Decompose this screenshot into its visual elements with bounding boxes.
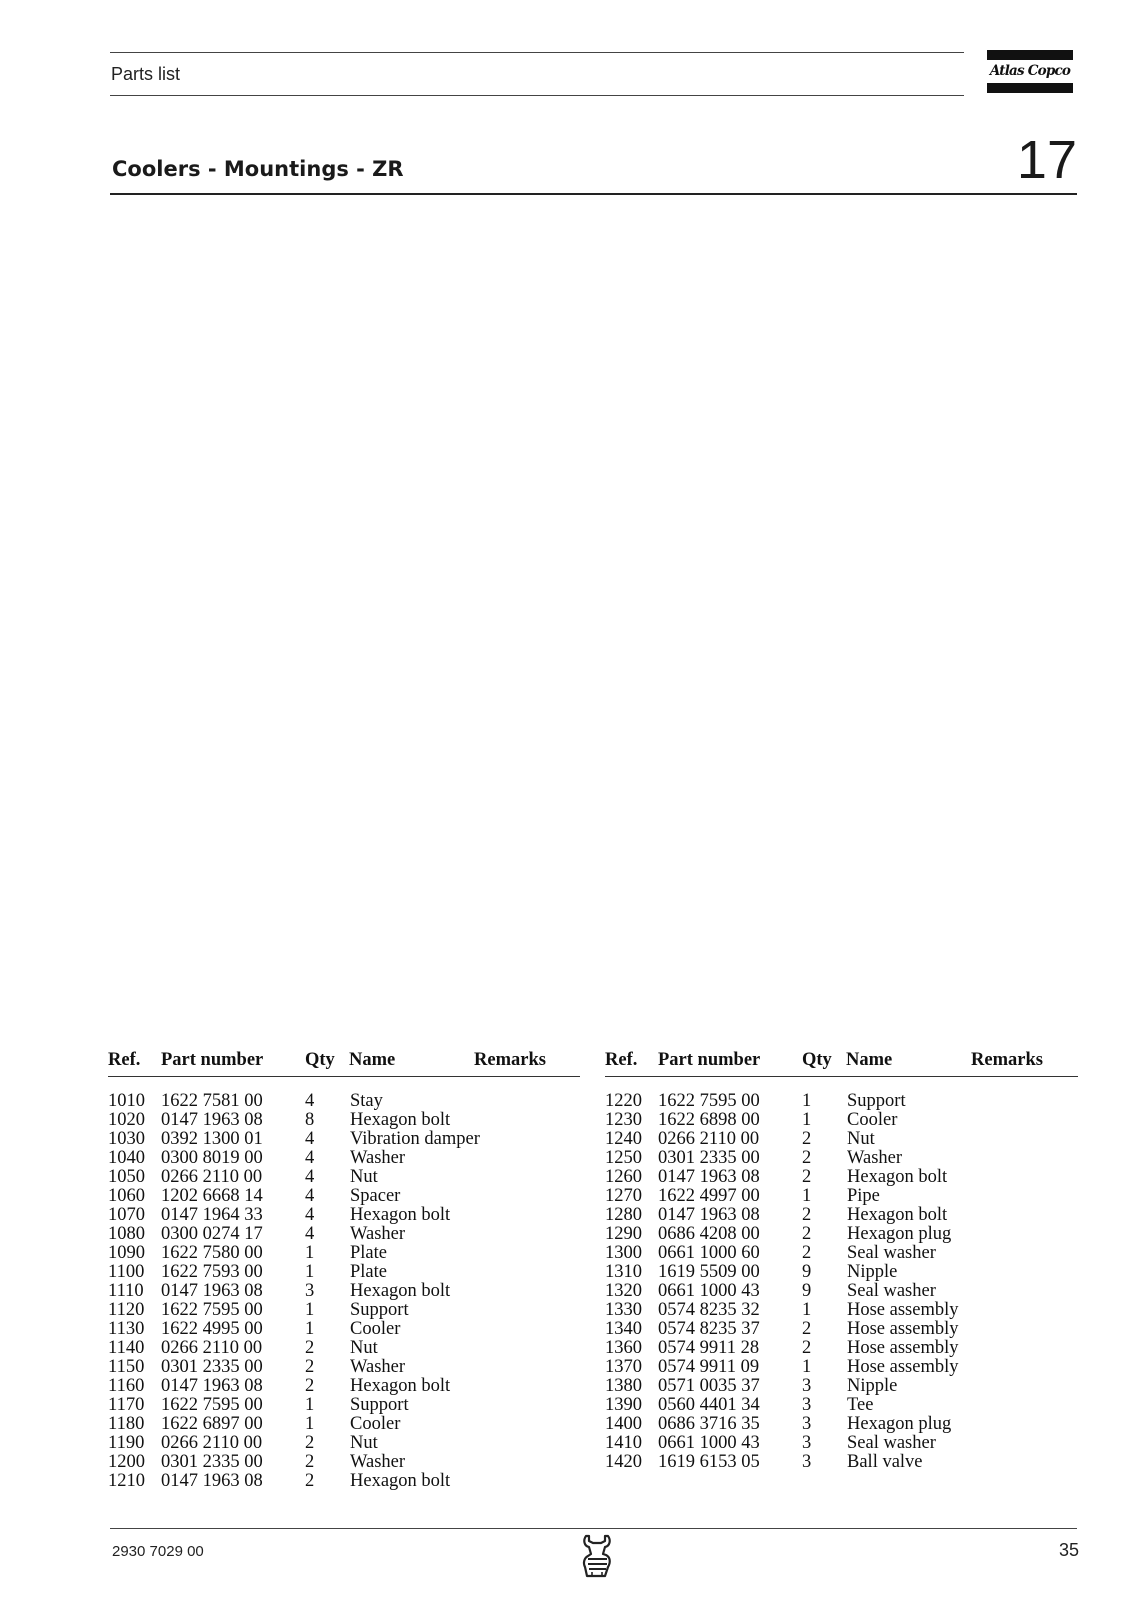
header-name: Name	[846, 1050, 893, 1070]
section-number: 17	[1016, 130, 1077, 190]
cell-ref: 1390	[605, 1395, 642, 1415]
cell-ref: 1340	[605, 1319, 642, 1339]
page-number: 35	[1058, 1540, 1079, 1560]
cell-name: Washer	[350, 1224, 406, 1244]
cell-name: Cooler	[350, 1319, 401, 1339]
cell-name: Stay	[350, 1091, 383, 1111]
table-row	[605, 1092, 1078, 1111]
cell-qty: 8	[305, 1110, 315, 1130]
cell-name: Hose assembly	[847, 1338, 959, 1358]
parts-table-left	[108, 1050, 580, 1491]
cell-qty: 3	[802, 1452, 812, 1472]
cell-qty: 1	[305, 1300, 315, 1320]
cell-ref: 1090	[108, 1243, 145, 1263]
footer-rule	[110, 1528, 1077, 1529]
cell-qty: 1	[305, 1243, 315, 1263]
cell-qty: 1	[305, 1395, 315, 1415]
cell-ref: 1300	[605, 1243, 642, 1263]
cell-part-number: 0560 4401 34	[658, 1395, 760, 1415]
cell-name: Plate	[350, 1262, 387, 1282]
cell-ref: 1170	[108, 1395, 145, 1415]
cell-name: Pipe	[847, 1186, 880, 1206]
cell-part-number: 0147 1964 33	[161, 1205, 263, 1225]
table-row	[605, 1377, 1078, 1396]
cell-name: Hose assembly	[847, 1319, 959, 1339]
cell-name: Cooler	[847, 1110, 898, 1130]
cell-part-number: 1619 6153 05	[658, 1452, 760, 1472]
table-row	[108, 1225, 580, 1244]
cell-name: Washer	[350, 1452, 406, 1472]
section-rule	[110, 193, 1077, 195]
cell-ref: 1190	[108, 1433, 145, 1453]
cell-qty: 2	[305, 1471, 315, 1491]
cell-name: Seal washer	[847, 1243, 936, 1263]
cell-qty: 4	[305, 1224, 315, 1244]
cell-qty: 9	[802, 1262, 812, 1282]
cell-ref: 1320	[605, 1281, 642, 1301]
cell-ref: 1050	[108, 1167, 145, 1187]
table-row	[108, 1168, 580, 1187]
cell-qty: 1	[802, 1186, 812, 1206]
table-row	[108, 1092, 580, 1111]
cell-part-number: 1622 7595 00	[658, 1091, 760, 1111]
cell-name: Nut	[350, 1433, 378, 1453]
cell-part-number: 1622 6898 00	[658, 1110, 760, 1130]
cell-qty: 2	[802, 1319, 812, 1339]
cell-ref: 1260	[605, 1167, 642, 1187]
cell-qty: 2	[802, 1129, 812, 1149]
cell-part-number: 1622 7593 00	[161, 1262, 263, 1282]
wrench-hand-icon	[578, 1532, 618, 1580]
cell-qty: 4	[305, 1205, 315, 1225]
header-remarks: Remarks	[474, 1050, 546, 1070]
cell-part-number: 1622 7581 00	[161, 1091, 263, 1111]
table-row	[605, 1130, 1078, 1149]
cell-qty: 4	[305, 1129, 315, 1149]
cell-ref: 1380	[605, 1376, 642, 1396]
cell-qty: 3	[802, 1395, 812, 1415]
cell-part-number: 0266 2110 00	[161, 1433, 263, 1453]
cell-ref: 1270	[605, 1186, 642, 1206]
cell-qty: 1	[802, 1357, 812, 1377]
document-number: 2930 7029 00	[112, 1543, 204, 1560]
cell-part-number: 1622 4995 00	[161, 1319, 263, 1339]
cell-ref: 1080	[108, 1224, 145, 1244]
table-row	[108, 1434, 580, 1453]
cell-qty: 1	[802, 1110, 812, 1130]
cell-name: Hexagon bolt	[350, 1205, 451, 1225]
cell-part-number: 0301 2335 00	[658, 1148, 760, 1168]
cell-ref: 1160	[108, 1376, 145, 1396]
cell-name: Washer	[847, 1148, 903, 1168]
cell-qty: 1	[305, 1262, 315, 1282]
cell-ref: 1400	[605, 1414, 642, 1434]
cell-name: Nipple	[847, 1376, 898, 1396]
cell-ref: 1280	[605, 1205, 642, 1225]
section-title: Coolers - Mountings - ZR	[112, 157, 404, 181]
cell-qty: 3	[802, 1376, 812, 1396]
cell-name: Washer	[350, 1357, 406, 1377]
brand-logo	[987, 50, 1073, 94]
table-row	[605, 1301, 1078, 1320]
cell-qty: 3	[305, 1281, 315, 1301]
cell-name: Seal washer	[847, 1281, 936, 1301]
table-row	[108, 1206, 580, 1225]
cell-part-number: 0574 9911 09	[658, 1357, 760, 1377]
table-row	[108, 1130, 580, 1149]
cell-part-number: 0300 8019 00	[161, 1148, 263, 1168]
table-row	[605, 1187, 1078, 1206]
cell-part-number: 0661 1000 43	[658, 1433, 760, 1453]
cell-ref: 1210	[108, 1471, 145, 1491]
cell-part-number: 0392 1300 01	[161, 1129, 263, 1149]
cell-qty: 1	[305, 1319, 315, 1339]
cell-qty: 2	[305, 1357, 315, 1377]
table-row	[605, 1206, 1078, 1225]
header-ref: Ref.	[605, 1050, 638, 1070]
cell-ref: 1070	[108, 1205, 145, 1225]
header-top-rule	[110, 52, 964, 53]
cell-ref: 1030	[108, 1129, 145, 1149]
cell-name: Hexagon bolt	[350, 1281, 451, 1301]
cell-qty: 2	[802, 1224, 812, 1244]
cell-ref: 1330	[605, 1300, 642, 1320]
cell-part-number: 0301 2335 00	[161, 1357, 263, 1377]
cell-qty: 1	[305, 1414, 315, 1434]
cell-name: Washer	[350, 1148, 406, 1168]
cell-ref: 1230	[605, 1110, 642, 1130]
cell-ref: 1420	[605, 1452, 642, 1472]
header-remarks: Remarks	[971, 1050, 1043, 1070]
cell-qty: 1	[802, 1300, 812, 1320]
cell-name: Tee	[847, 1395, 874, 1415]
cell-ref: 1100	[108, 1262, 145, 1282]
table-row	[605, 1111, 1078, 1130]
table-row	[605, 1282, 1078, 1301]
cell-ref: 1040	[108, 1148, 145, 1168]
cell-ref: 1370	[605, 1357, 642, 1377]
table-row	[605, 1339, 1078, 1358]
cell-part-number: 0147 1963 08	[658, 1167, 760, 1187]
cell-qty: 2	[802, 1243, 812, 1263]
table-row	[605, 1358, 1078, 1377]
table-row	[605, 1434, 1078, 1453]
cell-qty: 2	[802, 1205, 812, 1225]
table-rows	[108, 1092, 580, 1491]
cell-part-number: 0147 1963 08	[161, 1376, 263, 1396]
cell-ref: 1060	[108, 1186, 145, 1206]
cell-part-number: 0574 9911 28	[658, 1338, 760, 1358]
table-row	[605, 1263, 1078, 1282]
cell-part-number: 0661 1000 60	[658, 1243, 760, 1263]
table-row	[108, 1320, 580, 1339]
cell-part-number: 1622 7595 00	[161, 1300, 263, 1320]
cell-qty: 2	[305, 1433, 315, 1453]
cell-part-number: 0686 3716 35	[658, 1414, 760, 1434]
cell-name: Nut	[350, 1338, 378, 1358]
cell-qty: 2	[802, 1167, 812, 1187]
table-row	[108, 1282, 580, 1301]
logo-wordmark: Atlas Copco	[989, 63, 1071, 79]
header-name: Name	[349, 1050, 396, 1070]
cell-part-number: 0574 8235 32	[658, 1300, 760, 1320]
cell-name: Seal washer	[847, 1433, 936, 1453]
cell-qty: 9	[802, 1281, 812, 1301]
header-part-number: Part number	[161, 1050, 264, 1070]
table-row	[605, 1453, 1078, 1472]
cell-qty: 3	[802, 1433, 812, 1453]
cell-ref: 1150	[108, 1357, 145, 1377]
header-title: Parts list	[111, 64, 181, 84]
table-row	[605, 1320, 1078, 1339]
cell-name: Hexagon bolt	[847, 1205, 948, 1225]
table-row	[605, 1396, 1078, 1415]
cell-name: Hexagon bolt	[350, 1471, 451, 1491]
table-row	[605, 1415, 1078, 1434]
cell-qty: 2	[802, 1338, 812, 1358]
table-row	[108, 1453, 580, 1472]
cell-name: Hexagon bolt	[350, 1110, 451, 1130]
table-row	[605, 1149, 1078, 1168]
cell-part-number: 0571 0035 37	[658, 1376, 760, 1396]
cell-part-number: 0147 1963 08	[161, 1110, 263, 1130]
cell-ref: 1310	[605, 1262, 642, 1282]
cell-name: Support	[350, 1395, 409, 1415]
header-bottom-rule	[110, 95, 964, 96]
cell-part-number: 1622 7595 00	[161, 1395, 263, 1415]
cell-name: Nut	[847, 1129, 875, 1149]
cell-ref: 1240	[605, 1129, 642, 1149]
cell-qty: 4	[305, 1091, 315, 1111]
table-row	[108, 1187, 580, 1206]
table-row	[108, 1111, 580, 1130]
cell-ref: 1120	[108, 1300, 145, 1320]
cell-qty: 2	[802, 1148, 812, 1168]
cell-ref: 1140	[108, 1338, 145, 1358]
parts-table-right	[605, 1050, 1078, 1472]
cell-part-number: 0686 4208 00	[658, 1224, 760, 1244]
cell-name: Hexagon bolt	[847, 1167, 948, 1187]
cell-name: Spacer	[350, 1186, 401, 1206]
cell-qty: 2	[305, 1376, 315, 1396]
cell-ref: 1020	[108, 1110, 145, 1130]
table-row	[108, 1377, 580, 1396]
table-row	[108, 1263, 580, 1282]
cell-part-number: 0266 2110 00	[161, 1167, 263, 1187]
cell-name: Ball valve	[847, 1452, 923, 1472]
cell-name: Hexagon plug	[847, 1224, 952, 1244]
table-rows	[605, 1092, 1078, 1472]
cell-ref: 1410	[605, 1433, 642, 1453]
cell-ref: 1130	[108, 1319, 145, 1339]
table-row	[605, 1225, 1078, 1244]
table-row	[108, 1472, 580, 1491]
cell-ref: 1010	[108, 1091, 145, 1111]
cell-part-number: 0661 1000 43	[658, 1281, 760, 1301]
cell-ref: 1220	[605, 1091, 642, 1111]
cell-part-number: 0147 1963 08	[658, 1205, 760, 1225]
table-header	[108, 1050, 580, 1077]
table-row	[108, 1358, 580, 1377]
cell-qty: 2	[305, 1338, 315, 1358]
cell-qty: 4	[305, 1167, 315, 1187]
cell-qty: 3	[802, 1414, 812, 1434]
table-row	[108, 1415, 580, 1434]
logo-bar-bottom	[987, 83, 1073, 93]
table-row	[108, 1149, 580, 1168]
table-row	[605, 1168, 1078, 1187]
cell-name: Hexagon plug	[847, 1414, 952, 1434]
cell-part-number: 0574 8235 37	[658, 1319, 760, 1339]
cell-part-number: 0147 1963 08	[161, 1281, 263, 1301]
cell-ref: 1110	[108, 1281, 144, 1301]
cell-part-number: 1622 6897 00	[161, 1414, 263, 1434]
cell-qty: 4	[305, 1148, 315, 1168]
cell-ref: 1360	[605, 1338, 642, 1358]
cell-name: Nut	[350, 1167, 378, 1187]
cell-part-number: 0301 2335 00	[161, 1452, 263, 1472]
table-row	[108, 1301, 580, 1320]
cell-part-number: 0266 2110 00	[658, 1129, 760, 1149]
cell-name: Hexagon bolt	[350, 1376, 451, 1396]
cell-name: Cooler	[350, 1414, 401, 1434]
cell-name: Support	[350, 1300, 409, 1320]
header-ref: Ref.	[108, 1050, 141, 1070]
cell-ref: 1180	[108, 1414, 145, 1434]
cell-ref: 1200	[108, 1452, 145, 1472]
cell-name: Hose assembly	[847, 1357, 959, 1377]
cell-part-number: 1622 4997 00	[658, 1186, 760, 1206]
table-row	[108, 1244, 580, 1263]
table-row	[605, 1244, 1078, 1263]
cell-qty: 2	[305, 1452, 315, 1472]
header-part-number: Part number	[658, 1050, 761, 1070]
table-row	[108, 1396, 580, 1415]
logo-bar-top	[987, 50, 1073, 60]
header-qty: Qty	[305, 1050, 335, 1070]
cell-name: Plate	[350, 1243, 387, 1263]
table-row	[108, 1339, 580, 1358]
cell-part-number: 0147 1963 08	[161, 1471, 263, 1491]
cell-name: Hose assembly	[847, 1300, 959, 1320]
cell-part-number: 0266 2110 00	[161, 1338, 263, 1358]
cell-ref: 1290	[605, 1224, 642, 1244]
cell-part-number: 1619 5509 00	[658, 1262, 760, 1282]
cell-ref: 1250	[605, 1148, 642, 1168]
cell-name: Nipple	[847, 1262, 898, 1282]
cell-name: Support	[847, 1091, 906, 1111]
cell-qty: 4	[305, 1186, 315, 1206]
cell-part-number: 1202 6668 14	[161, 1186, 263, 1206]
cell-part-number: 0300 0274 17	[161, 1224, 263, 1244]
cell-name: Vibration damper	[350, 1129, 480, 1149]
table-header	[605, 1050, 1078, 1077]
cell-qty: 1	[802, 1091, 812, 1111]
cell-part-number: 1622 7580 00	[161, 1243, 263, 1263]
header-qty: Qty	[802, 1050, 832, 1070]
